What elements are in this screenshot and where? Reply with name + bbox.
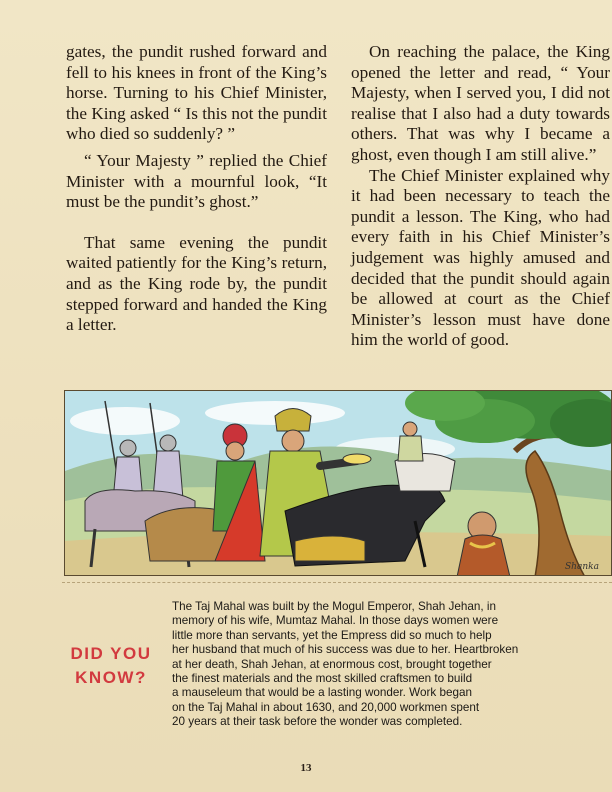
did-you-know-text (172, 600, 612, 730)
artist-signature: Shanka (565, 562, 599, 572)
fact-line: on the Taj Mahal in about 1630, and 20,000 workmen spent (172, 700, 480, 714)
fact-line: 20 years at their task before the wonder was completed. (172, 715, 463, 729)
fact-line: The Taj Mahal was built by the Mogul Emperor, Shah Jehan, in (172, 600, 496, 613)
story-paragraph: On reaching the palace, the King opened the letter and read, “ Your Majesty, when I served you, I did not realise that I also had a duty towards others. That was why I became a ghost, even though I am still alive.” (351, 42, 610, 164)
story-column-right (351, 42, 610, 351)
did-you-know-heading-line: DID YOU (70, 644, 152, 663)
king-procession-illustration (65, 391, 612, 576)
fact-line: a mauseleum that would be a lasting wonder. Work began (172, 686, 472, 700)
story-paragraph: “ Your Majesty ” replied the Chief Minister with a mournful look, “It must be the pundit’s ghost.” (66, 150, 327, 212)
story-paragraph: That same evening the pundit waited patiently for the King’s return, and as the King rode by, the pundit stepped forward and handed the King a letter. (66, 232, 327, 335)
story-paragraph: The Chief Minister explained why it had been necessary to teach the pundit a lesson. The King, who had every faith in his Chief Minister’s judgement was highly amused and decided that the pundit should again be allowed at court as the Chief Minister’s lesson must have done him the world of good. (351, 165, 610, 350)
story-column-left (66, 42, 327, 336)
fact-line: at her death, Shah Jehan, at enormous cost, brought together (172, 657, 492, 671)
did-you-know-heading-line: KNOW? (75, 668, 147, 687)
fact-line: little more than servants, yet the Empress did so much to help (172, 628, 492, 642)
did-you-know-heading (58, 642, 164, 690)
fact-line: memory of his wife, Mumtaz Mahal. In those days women were (172, 614, 499, 628)
fact-line: the finest materials and the most skilled craftsmen to build (172, 672, 473, 686)
story-illustration (64, 390, 612, 576)
page-number: 13 (300, 762, 312, 774)
fact-line: her husband that much of his success was due to her. Heartbroken (172, 643, 519, 657)
story-paragraph: gates, the pundit rushed forward and fell to his knees in front of the King’s horse. Turning to his Chief Minister, the King asked “ Is this not the pundit who died so suddenly? ” (66, 42, 327, 144)
section-divider (62, 582, 612, 583)
